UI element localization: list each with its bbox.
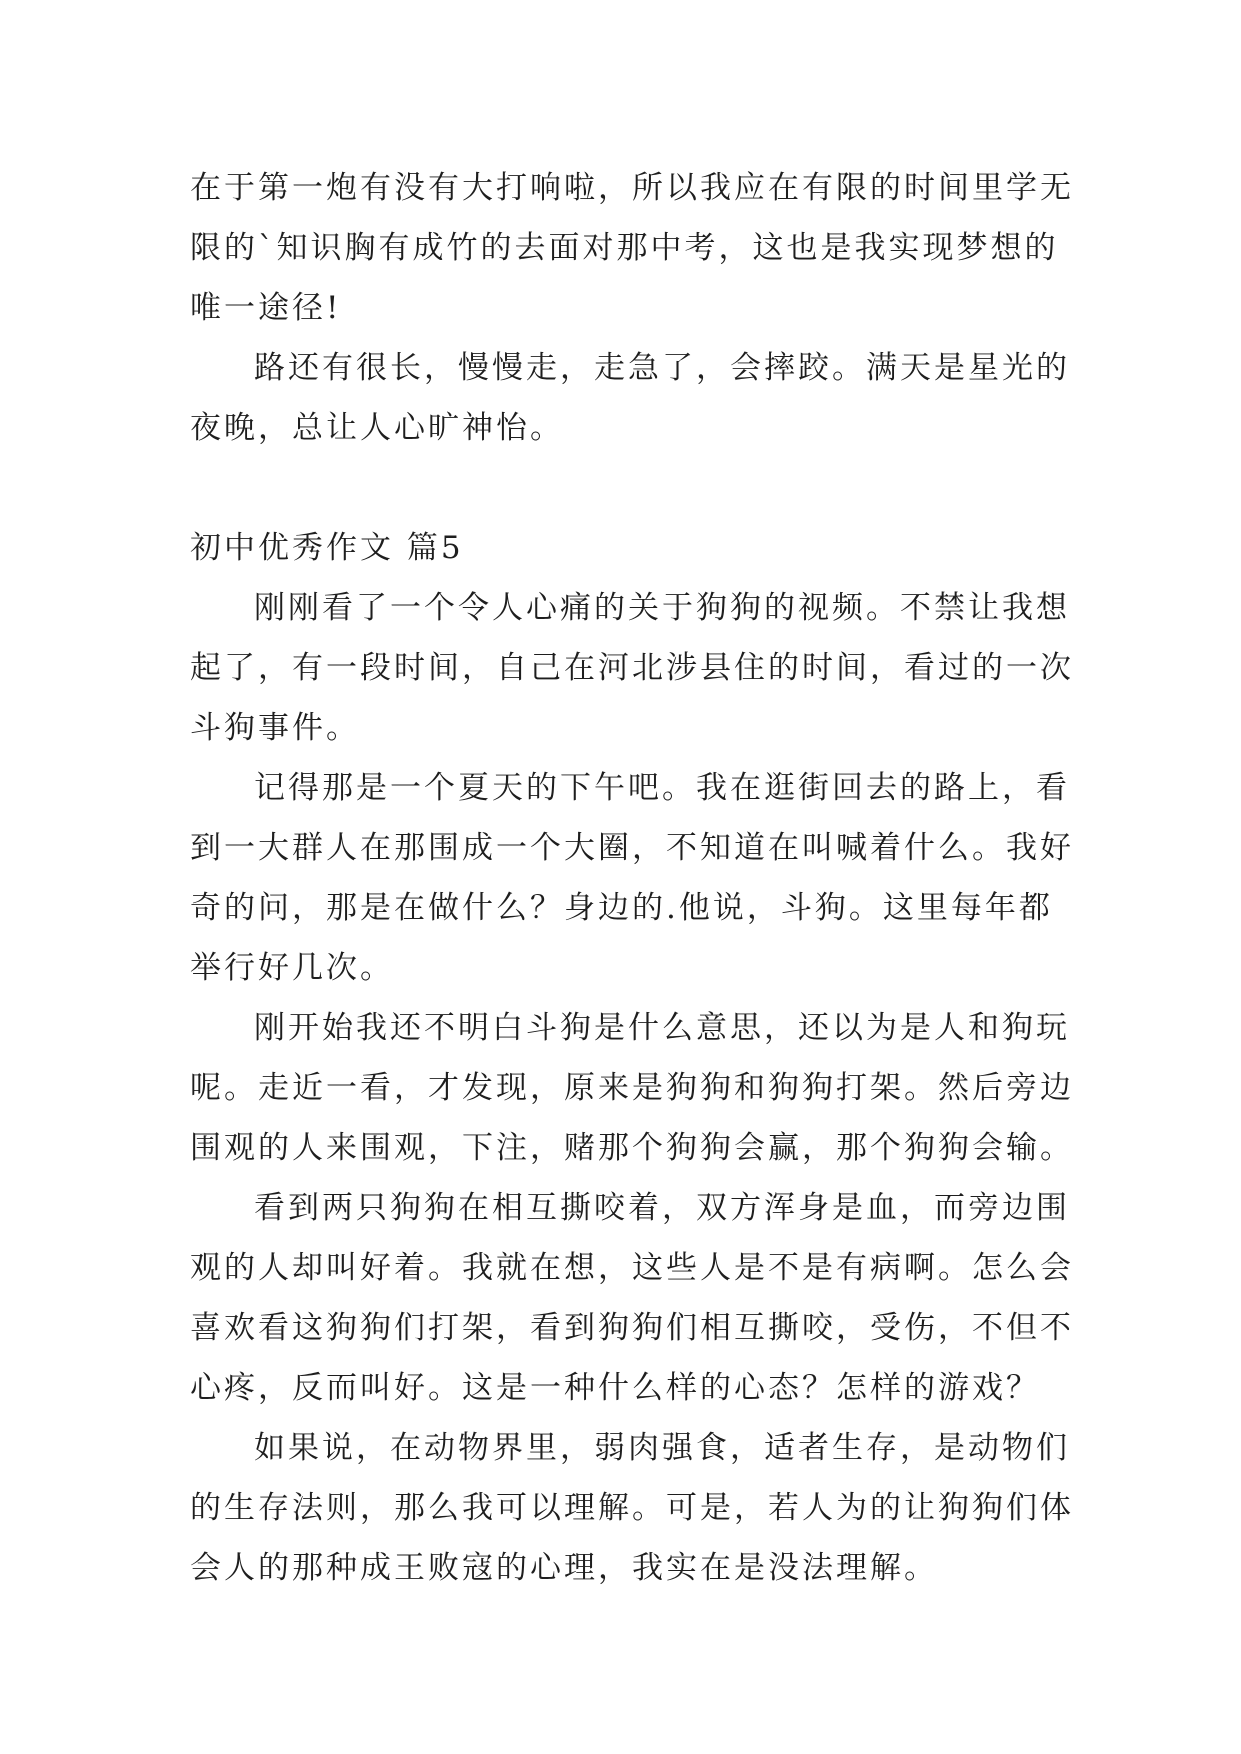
paragraph xyxy=(190,578,1074,758)
text-line: 斗狗事件。 xyxy=(190,710,360,746)
text-line: 观的人却叫好着。我就在想，这些人是不是有病啊。怎么会 xyxy=(190,1250,1074,1286)
section-heading: 初中优秀作文 篇5 xyxy=(190,530,464,566)
paragraph xyxy=(190,758,1074,998)
text-line: 刚刚看了一个令人心痛的关于狗狗的视频。不禁让我想 xyxy=(254,590,1070,626)
paragraph xyxy=(190,1178,1074,1418)
text-line: 夜晚，总让人心旷神怡。 xyxy=(190,410,564,446)
text-line: 起了，有一段时间，自己在河北涉县住的时间，看过的一次 xyxy=(190,650,1074,686)
text-line: 在于第一炮有没有大打响啦，所以我应在有限的时间里学无 xyxy=(190,170,1074,206)
text-line: 心疼，反而叫好。这是一种什么样的心态？怎样的游戏？ xyxy=(190,1370,1040,1406)
text-line: 记得那是一个夏天的下午吧。我在逛街回去的路上，看 xyxy=(254,770,1070,806)
text-line: 的生存法则，那么我可以理解。可是，若人为的让狗狗们体 xyxy=(190,1490,1074,1526)
paragraph xyxy=(190,1418,1074,1598)
paragraph xyxy=(190,998,1074,1178)
text-line: 会人的那种成王败寇的心理，我实在是没法理解。 xyxy=(190,1550,938,1586)
text-line: 刚开始我还不明白斗狗是什么意思，还以为是人和狗玩 xyxy=(254,1010,1070,1046)
text-line: 喜欢看这狗狗们打架，看到狗狗们相互撕咬，受伤，不但不 xyxy=(190,1310,1074,1346)
text-line: 如果说，在动物界里，弱肉强食，适者生存，是动物们 xyxy=(254,1430,1070,1466)
text-line: 奇的问，那是在做什么？身边的.他说，斗狗。这里每年都 xyxy=(190,890,1053,926)
text-line: 举行好几次。 xyxy=(190,950,394,986)
text-line: 限的`知识胸有成竹的去面对那中考，这也是我实现梦想的 xyxy=(190,230,1059,266)
paragraph xyxy=(190,158,1074,338)
text-line: 看到两只狗狗在相互撕咬着，双方浑身是血，而旁边围 xyxy=(254,1190,1070,1226)
text-line: 唯一途径! xyxy=(190,290,342,326)
text-line: 围观的人来围观，下注，赌那个狗狗会赢，那个狗狗会输。 xyxy=(190,1130,1074,1166)
paragraph xyxy=(190,338,1070,458)
text-line: 路还有很长，慢慢走，走急了，会摔跤。满天是星光的 xyxy=(254,350,1070,386)
text-line: 呢。走近一看，才发现，原来是狗狗和狗狗打架。然后旁边 xyxy=(190,1070,1074,1106)
text-line: 到一大群人在那围成一个大圈，不知道在叫喊着什么。我好 xyxy=(190,830,1074,866)
document-body xyxy=(190,158,1074,1598)
